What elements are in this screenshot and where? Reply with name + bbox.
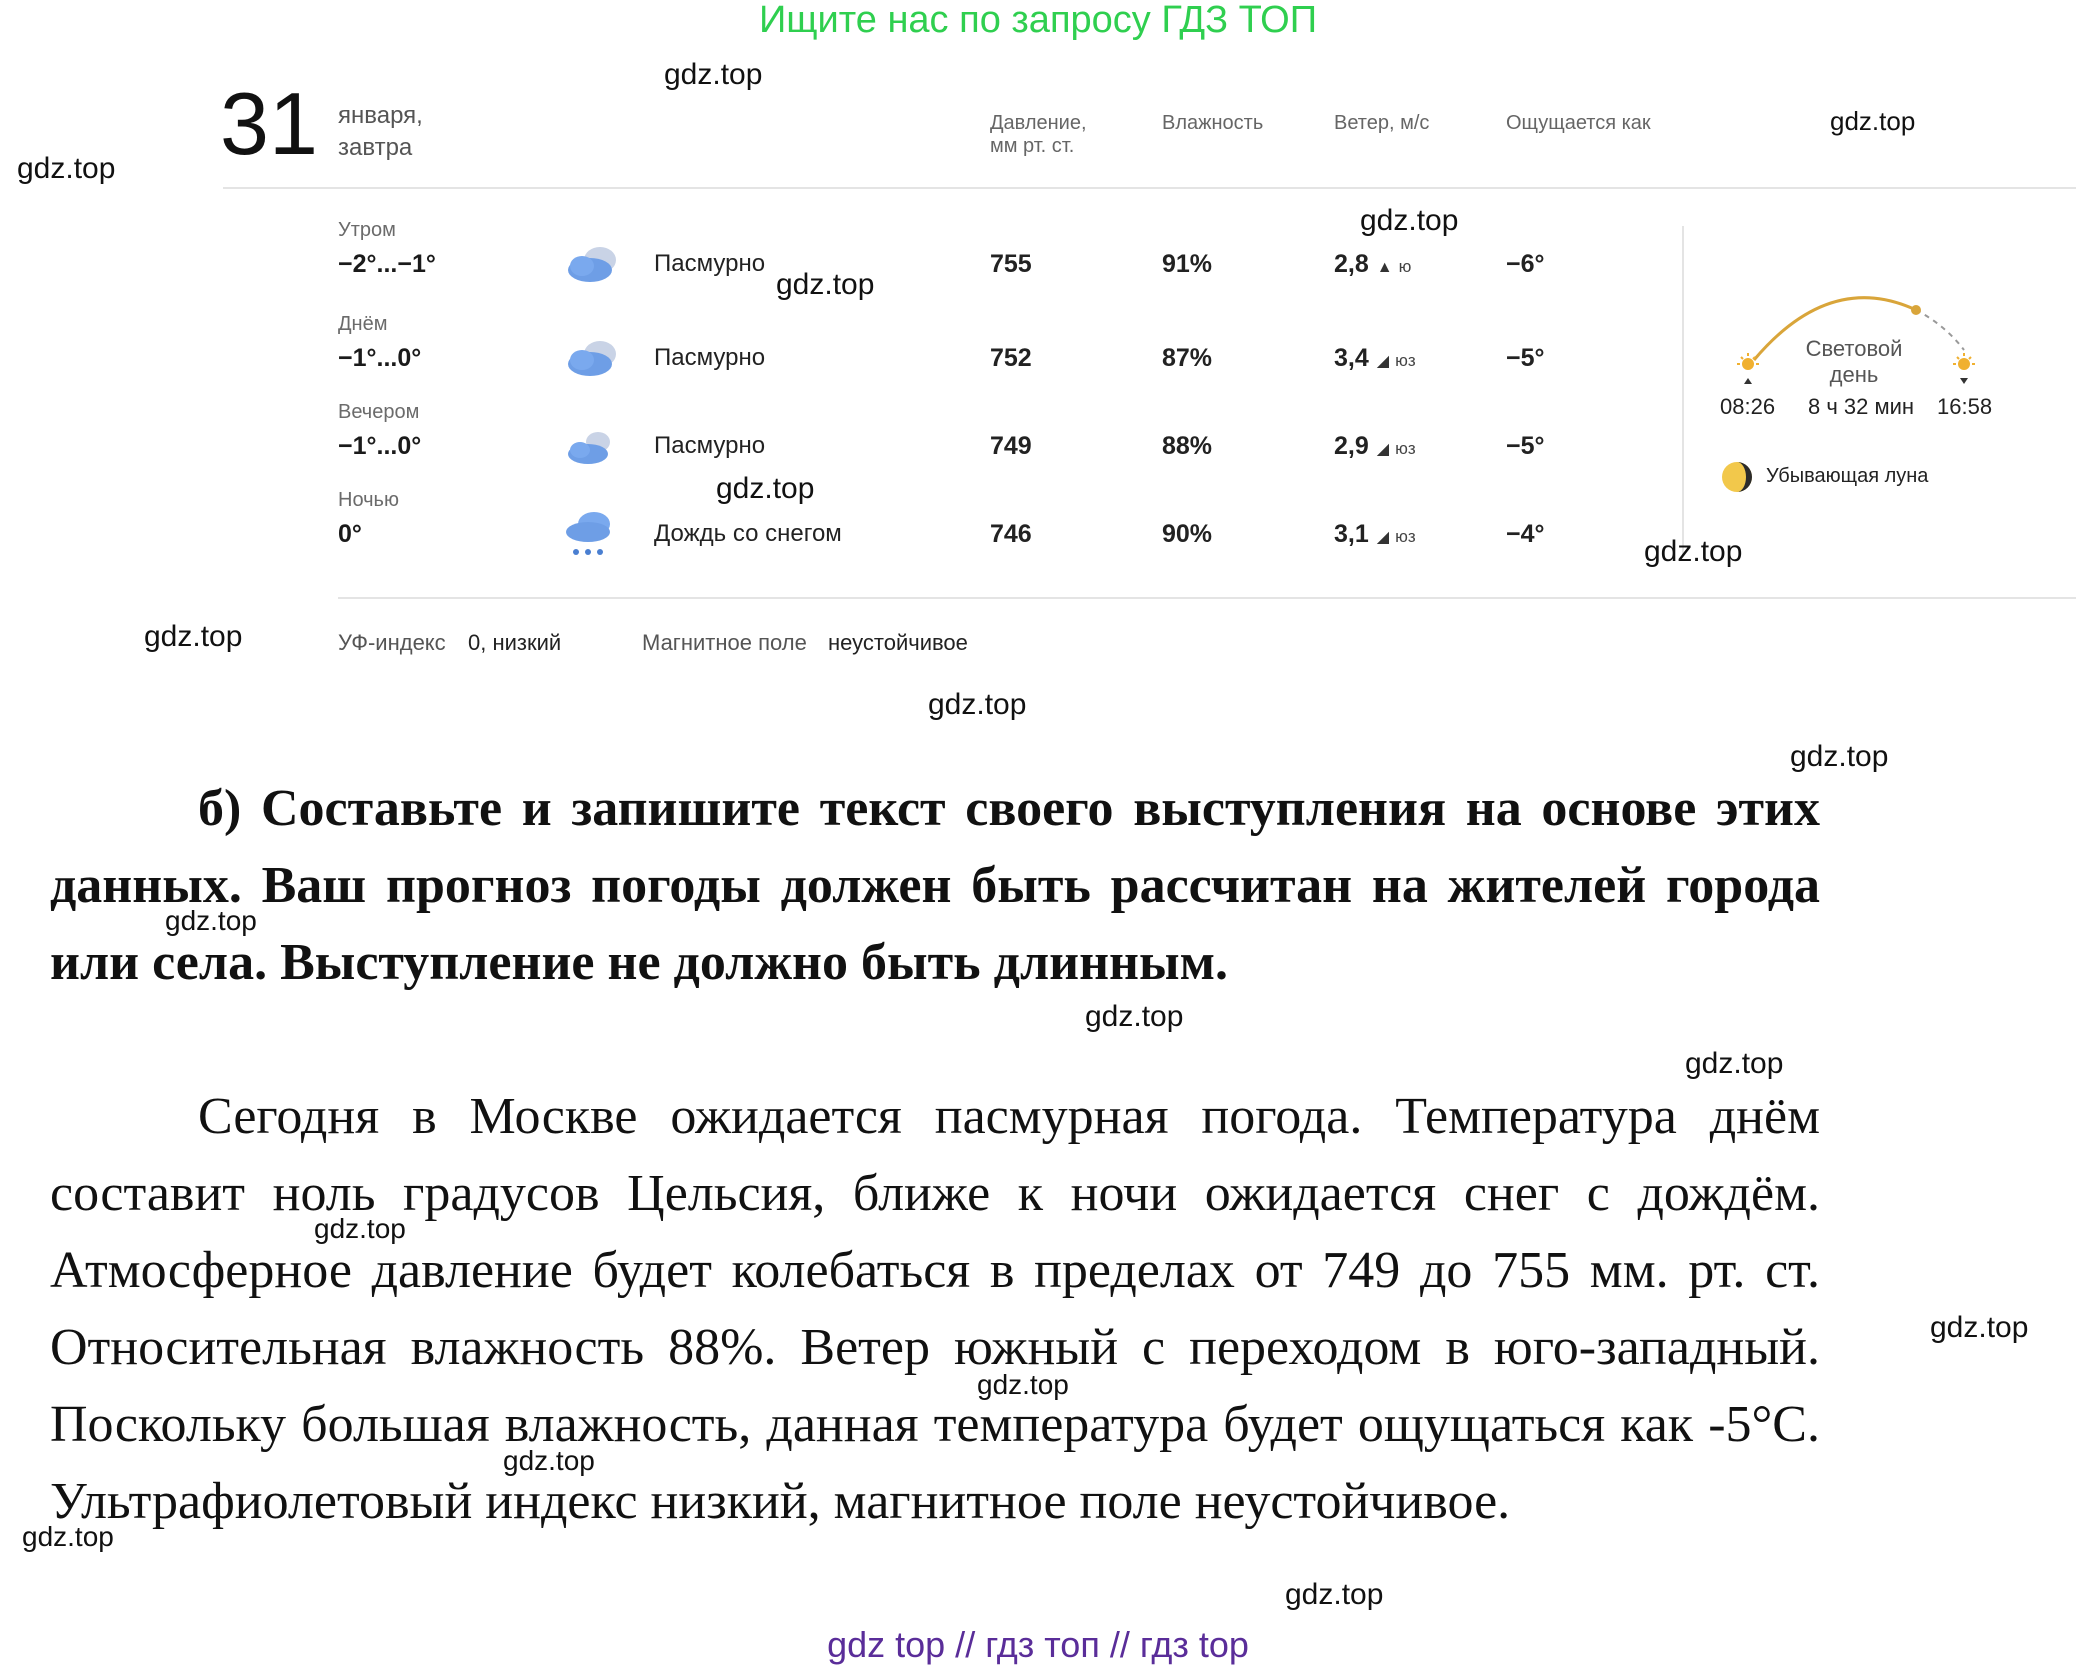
watermark: gdz.top — [664, 58, 763, 91]
wind-value — [1334, 519, 1416, 553]
watermark: gdz.top — [776, 268, 875, 301]
period-label: Вечером — [338, 401, 420, 423]
magnetic-value: неустойчивое — [828, 630, 968, 655]
humidity-header: Влажность — [1162, 112, 1264, 134]
wind-direction: юз — [1395, 527, 1416, 546]
wind-speed: 2,8 — [1334, 250, 1369, 278]
temp-range: −2°...−1° — [338, 250, 436, 278]
watermark: gdz.top — [716, 472, 815, 505]
temp-range: 0° — [338, 520, 362, 548]
condition-text: Пасмурно — [654, 344, 766, 371]
temp-range: −1°...0° — [338, 344, 422, 372]
watermark: gdz.top — [928, 688, 1027, 721]
task-text — [50, 770, 1820, 1001]
wind-direction: юз — [1395, 439, 1416, 458]
pressure-header — [990, 112, 1130, 158]
wind-arrow-icon: ◢ — [1376, 529, 1390, 546]
day-month: января, — [338, 102, 423, 129]
condition-text: Пасмурно — [654, 432, 766, 459]
wind-arrow-icon: ◢ — [1376, 353, 1390, 370]
period-label: Утром — [338, 219, 396, 241]
day-number: 31 — [220, 74, 318, 173]
watermark: gdz.top — [1830, 106, 1916, 136]
day-label — [338, 100, 478, 164]
feels-value: −6° — [1506, 250, 1545, 278]
wind-direction: ю — [1398, 257, 1412, 276]
rain-snow-icon — [560, 506, 624, 560]
pressure-value: 746 — [990, 520, 1032, 548]
watermark: gdz.top — [1685, 1047, 1784, 1080]
moon-phase: Убывающая луна — [1766, 465, 1929, 487]
cloudy-icon — [560, 330, 624, 384]
watermark: gdz.top — [1930, 1311, 2029, 1344]
magnetic-label: Магнитное поле — [642, 630, 807, 655]
temp-range: −1°...0° — [338, 432, 422, 460]
table-divider — [338, 597, 2076, 599]
watermark: gdz.top — [1285, 1578, 1384, 1611]
wind-value — [1334, 249, 1411, 283]
period-label: Днём — [338, 313, 388, 335]
condition-text: Пасмурно — [654, 250, 766, 277]
moon-icon — [1720, 460, 1754, 494]
pressure-value: 755 — [990, 250, 1032, 278]
watermark: gdz.top — [144, 620, 243, 653]
humidity-value: 88% — [1162, 432, 1213, 460]
footer-links[interactable]: gdz top // гдз топ // гдз top — [827, 1624, 1249, 1665]
watermark: gdz.top — [1085, 1000, 1184, 1033]
watermark: gdz.top — [165, 905, 257, 936]
day-relative: завтра — [338, 134, 413, 161]
daylight-label-line2: день — [1829, 362, 1879, 387]
uv-label: УФ-индекс — [338, 630, 446, 655]
feels-header: Ощущается как — [1506, 112, 1651, 134]
humidity-value: 91% — [1162, 250, 1213, 278]
wind-arrow-icon: ◢ — [1376, 441, 1390, 458]
sunrise-time: 08:26 — [1720, 394, 1776, 419]
cloudy-icon — [560, 420, 624, 474]
wind-value — [1334, 431, 1416, 465]
daylight-duration: 8 ч 32 мин — [1808, 394, 1915, 419]
watermark: gdz.top — [22, 1521, 114, 1552]
wind-speed: 3,1 — [1334, 520, 1369, 548]
pressure-value: 752 — [990, 344, 1032, 372]
feels-value: −5° — [1506, 344, 1545, 372]
search-banner[interactable]: Ищите нас по запросу ГДЗ ТОП — [758, 0, 1318, 41]
answer-text — [50, 1078, 1820, 1540]
sunset-time: 16:58 — [1937, 394, 1993, 419]
pressure-value: 749 — [990, 432, 1032, 460]
panel-divider — [1682, 226, 1684, 556]
wind-header: Ветер, м/с — [1334, 112, 1430, 134]
watermark: gdz.top — [1360, 204, 1459, 237]
daylight-label-line1: Световой — [1805, 336, 1903, 361]
cloudy-icon — [560, 236, 624, 290]
wind-speed: 3,4 — [1334, 344, 1369, 372]
feels-value: −5° — [1506, 432, 1545, 460]
period-label: Ночью — [338, 489, 399, 511]
watermark: gdz.top — [977, 1369, 1069, 1400]
wind-value — [1334, 343, 1416, 377]
wind-arrow-icon: ▲ — [1376, 259, 1393, 276]
humidity-value: 87% — [1162, 344, 1213, 372]
watermark: gdz.top — [17, 152, 116, 185]
condition-text: Дождь со снегом — [654, 520, 842, 547]
answer-text-body: Сегодня в Москве ожидается пасмурная погода. Температура днём составит ноль градусов Цельсия, ближе к ночи ожидается снег с дождём. Атмосферное давление будет колебаться в пределах от 749 до 755 мм. рт. ст. Относительная влажность 88%. Ветер южный с переходом в юго-западный. Поскольку большая влажность, данная температура будет ощущаться как -5°C. Ультрафиолетовый индекс низкий, магнитное поле неустойчивое. — [50, 1088, 1820, 1530]
daylight-label — [1780, 336, 1928, 388]
task-text-body: б) Составьте и запишите текст своего выступления на основе этих данных. Ваш прогноз погоды должен быть рассчитан на жителей города или села. Выступление не должно быть длинным. — [50, 780, 1820, 991]
watermark: gdz.top — [1790, 740, 1889, 773]
header-divider — [223, 187, 2076, 189]
pressure-header-line1: Давление, — [990, 112, 1087, 134]
watermark: gdz.top — [503, 1445, 595, 1476]
watermark: gdz.top — [314, 1213, 406, 1244]
uv-value: 0, низкий — [468, 630, 562, 655]
wind-speed: 2,9 — [1334, 432, 1369, 460]
watermark: gdz.top — [1644, 535, 1743, 568]
wind-direction: юз — [1395, 351, 1416, 370]
humidity-value: 90% — [1162, 520, 1213, 548]
pressure-header-line2: мм рт. ст. — [990, 135, 1075, 157]
feels-value: −4° — [1506, 520, 1545, 548]
